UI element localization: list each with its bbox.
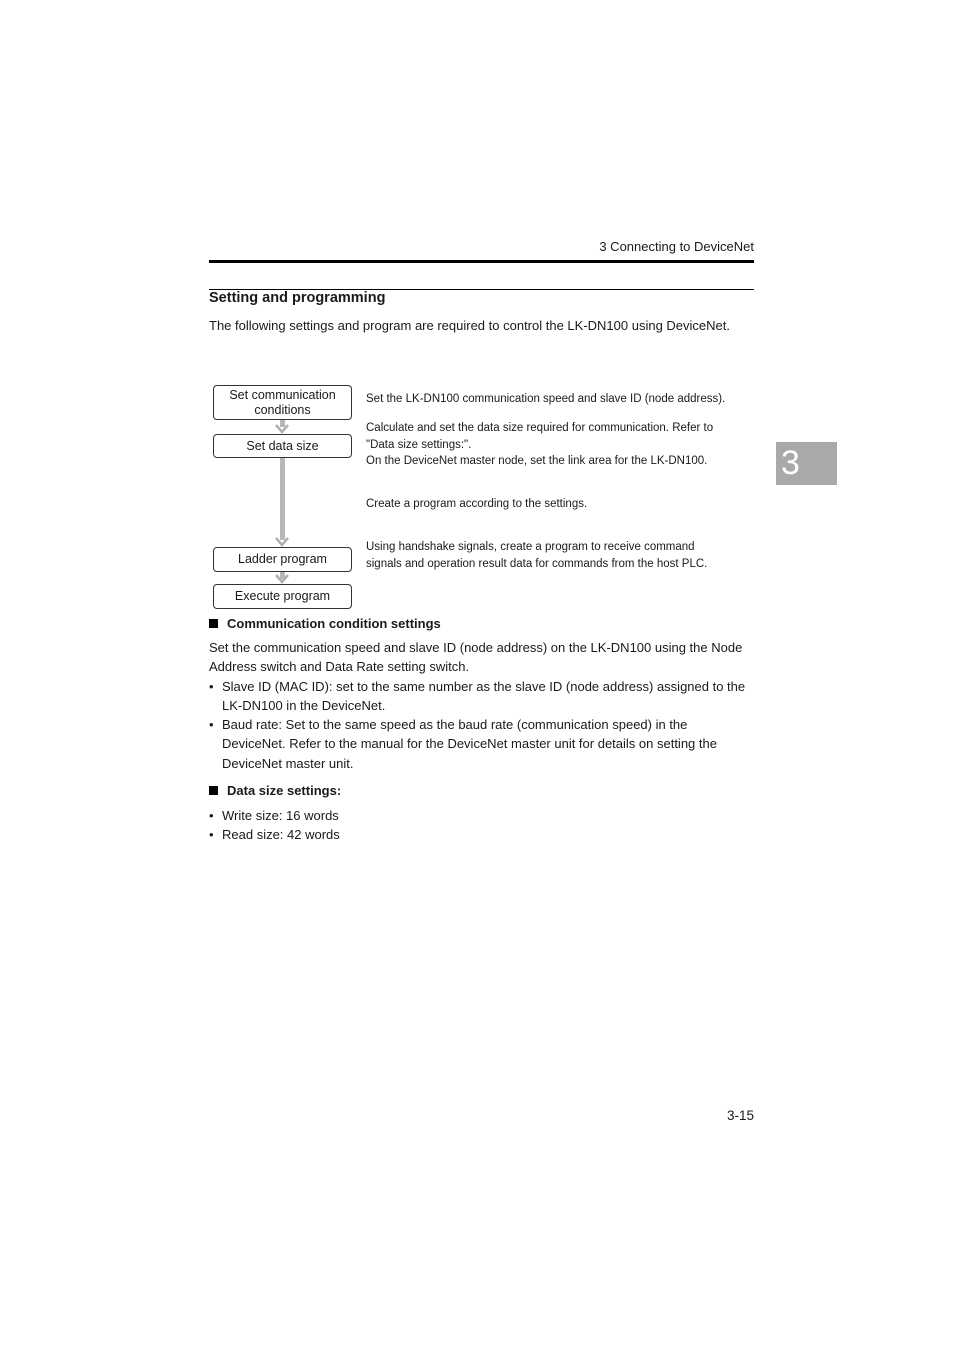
- square-bullet-icon: [209, 619, 218, 628]
- data-size-heading: [209, 783, 341, 798]
- chapter-tab: 3: [776, 442, 837, 485]
- square-bullet-icon: [209, 786, 218, 795]
- flow-step-label: Set communication: [229, 387, 336, 402]
- flow-arrow-icon: [275, 574, 289, 584]
- intro-paragraph: The following settings and program are required to control the LK-DN100 using DeviceNet.: [209, 318, 730, 333]
- flow-step-ladder-program: [213, 547, 352, 572]
- flow-note-line: "Data size settings:".: [366, 438, 472, 451]
- flow-step-label: Execute program: [234, 589, 331, 603]
- flow-note-line: Using handshake signals, create a program to receive command: [366, 541, 695, 553]
- flow-arrow-icon: [275, 424, 289, 434]
- comm-settings-heading: [209, 616, 441, 631]
- list-item: [209, 806, 754, 825]
- comm-settings-paragraph: Set the communication speed and slave ID (node address) on the LK-DN100 using the Node Address switch and Data Rate setting switch.: [209, 640, 743, 675]
- flow-step-execute-program: [213, 584, 352, 609]
- flow-note-line: signals and operation result data for commands from the host PLC.: [366, 557, 708, 570]
- flow-note-line: Calculate and set the data size required for communication. Refer to: [366, 422, 714, 434]
- list-item: [209, 825, 754, 844]
- flow-step-label: Set data size: [246, 438, 319, 453]
- flow-arrow-icon: [275, 537, 289, 547]
- flow-note-data-size: [366, 420, 713, 470]
- running-head: 3 Connecting to DeviceNet: [599, 239, 754, 254]
- list-item: [209, 677, 754, 716]
- flow-step-set-communication: [213, 385, 352, 420]
- bullet-dot: •: [209, 808, 214, 823]
- page-number: 3-15: [726, 1108, 754, 1123]
- flow-note-line: On the DeviceNet master node, set the link area for the LK-DN100.: [366, 455, 708, 467]
- flow-note-communication: Set the LK-DN100 communication speed and slave ID (node address).: [366, 393, 726, 405]
- list-item-text: Baud rate: Set to the same speed as the baud rate (communication speed) in the DeviceNet. Refer to the manual for the DeviceNet master unit for details on setting the DeviceNet master unit.: [222, 717, 717, 771]
- list-item-text: Write size: 16 words: [222, 808, 339, 823]
- list-item: [209, 715, 754, 773]
- bullet-dot: •: [209, 717, 214, 732]
- flow-note-ladder: [366, 539, 707, 572]
- flow-connector: [280, 457, 285, 540]
- flow-step-label: conditions: [254, 402, 311, 417]
- list-item-text: Slave ID (MAC ID): set to the same number as the slave ID (node address) assigned to the LK-DN100 in the DeviceNet.: [222, 679, 746, 714]
- bullet-dot: •: [209, 827, 214, 842]
- flow-step-set-data-size: [213, 434, 352, 458]
- data-size-title: Data size settings:: [227, 783, 342, 798]
- list-item-text: Read size: 42 words: [222, 827, 340, 842]
- header-rule: [209, 260, 754, 263]
- bullet-dot: •: [209, 679, 214, 694]
- flow-step-label: Ladder program: [238, 552, 327, 566]
- section-title: Setting and programming: [209, 290, 386, 306]
- flow-note-program: Create a program according to the settings.: [366, 498, 588, 510]
- comm-settings-title: Communication condition settings: [227, 616, 441, 631]
